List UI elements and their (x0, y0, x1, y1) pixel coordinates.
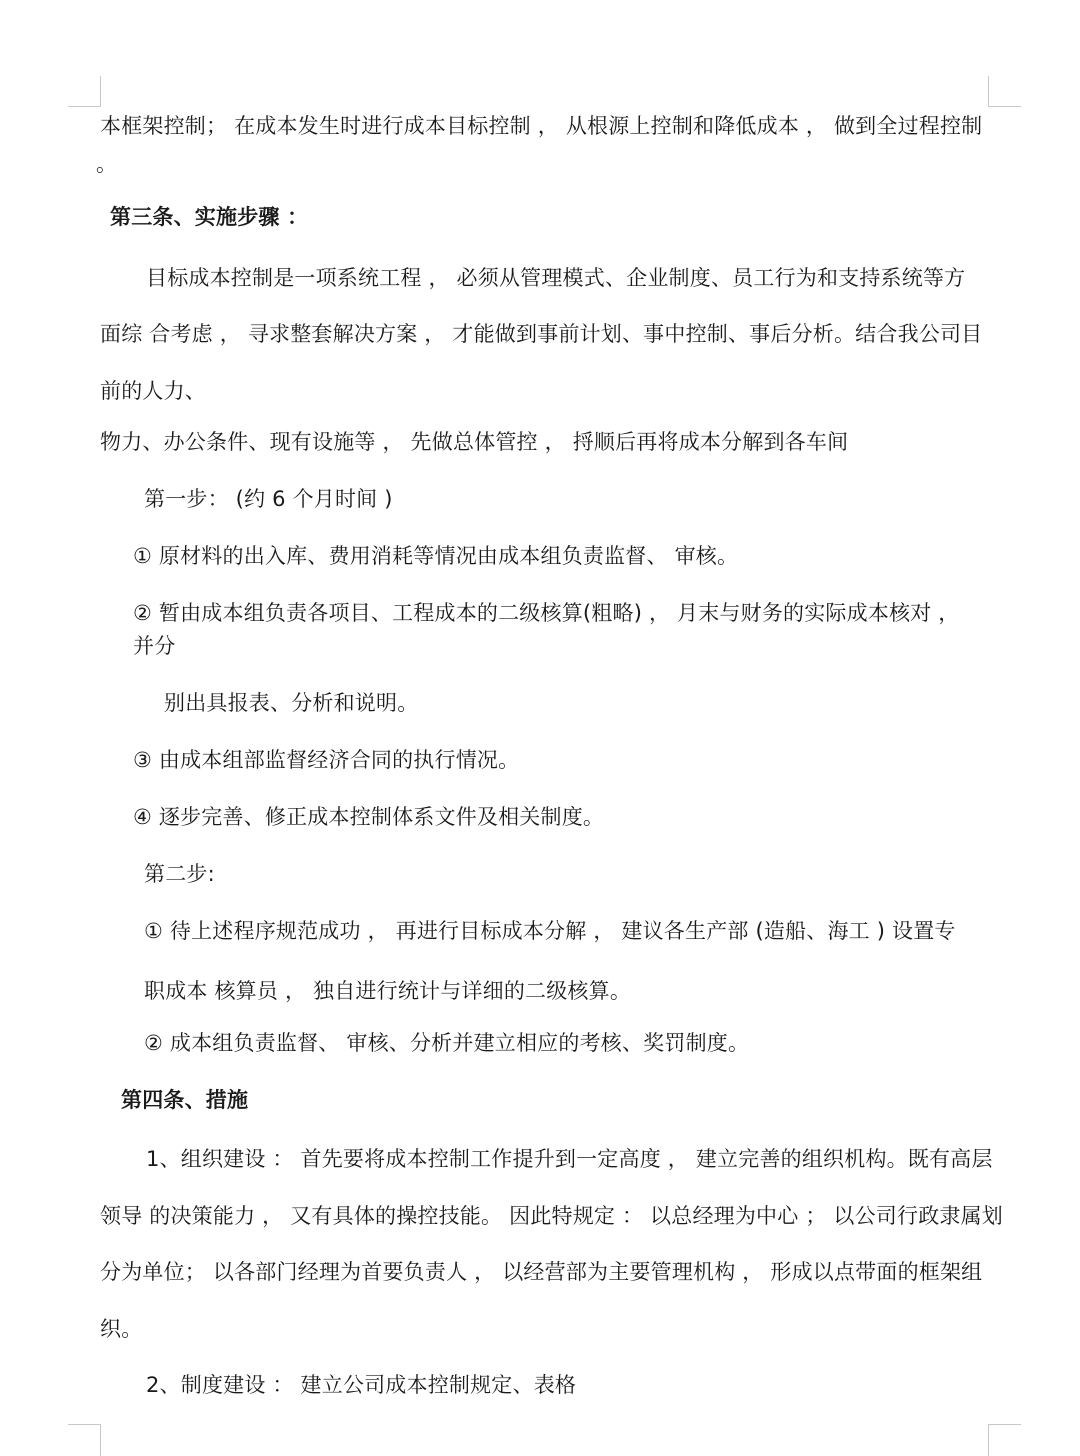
section-heading: 第三条、实施步骤 ： (110, 205, 309, 229)
paragraph-line: 1、组织建设 ： 首先要将成本控制工作提升到一定高度 ， 建立完善的组织机构。既有高层 (146, 1147, 993, 1171)
crop-mark-top-left (68, 76, 101, 107)
list-item-continuation: 并分 (133, 634, 176, 658)
list-item-continuation: 职成本 核算员 ， 独自进行统计与详细的二级核算。 (144, 979, 632, 1003)
list-item: ① 原材料的出入库、费用消耗等情况由成本组负责监督、 审核。 (133, 544, 739, 568)
list-item: ④ 逐步完善、修正成本控制体系文件及相关制度。 (133, 805, 605, 829)
paragraph-line: 面综 合考虑 ， 寻求整套解决方案 ， 才能做到事前计划、事中控制、事后分析。结合我公司目 (100, 322, 983, 346)
crop-mark-bottom-right (988, 1424, 1021, 1456)
step-heading: 第二步: (144, 862, 215, 886)
paragraph-line: 领导 的决策能力 ， 又有具体的操控技能。 因此特规定 ： 以总经理为中心 ； 以公司行政隶属划 (100, 1204, 1003, 1228)
section-heading: 第四条、措施 (121, 1088, 249, 1112)
list-item: ① 待上述程序规范成功 ， 再进行目标成本分解 ， 建议各生产部 (造船、海工 ) 设置专 (144, 919, 956, 943)
list-item-continuation: 别出具报表、分析和说明。 (164, 691, 419, 715)
crop-mark-bottom-left (68, 1424, 101, 1456)
list-item: ② 成本组负责监督、 审核、分析并建立相应的考核、奖罚制度。 (144, 1031, 750, 1055)
paragraph-line: 分为单位； 以各部门经理为首要负责人 ， 以经营部为主要管理机构 ， 形成以点带面的框架组 (100, 1260, 983, 1284)
paragraph-line: 前的人力、 (100, 379, 206, 403)
paragraph-line: 物力、办公条件、现有设施等 ， 先做总体管控 ， 捋顺后再将成本分解到各车间 (100, 430, 849, 454)
step-heading: 第一步： (约 6 个月时间 ) (144, 487, 393, 511)
crop-mark-top-right (988, 76, 1021, 107)
list-item: ③ 由成本组部监督经济合同的执行情况。 (133, 748, 520, 772)
paragraph-line: 目标成本控制是一项系统工程 ， 必须从管理模式、企业制度、员工行为和支持系统等方 (146, 266, 966, 290)
paragraph-line: 。 (96, 152, 118, 176)
paragraph-line: 2、制度建设 ： 建立公司成本控制规定、表格 (146, 1373, 577, 1397)
paragraph-line: 本框架控制； 在成本发生时进行成本目标控制 ， 从根源上控制和降低成本 ， 做到全过程控制 (100, 114, 983, 138)
paragraph-line: 织。 (100, 1317, 143, 1341)
list-item: ② 暂由成本组负责各项目、工程成本的二级核算(粗略) ， 月末与财务的实际成本核对 ， (133, 601, 960, 625)
